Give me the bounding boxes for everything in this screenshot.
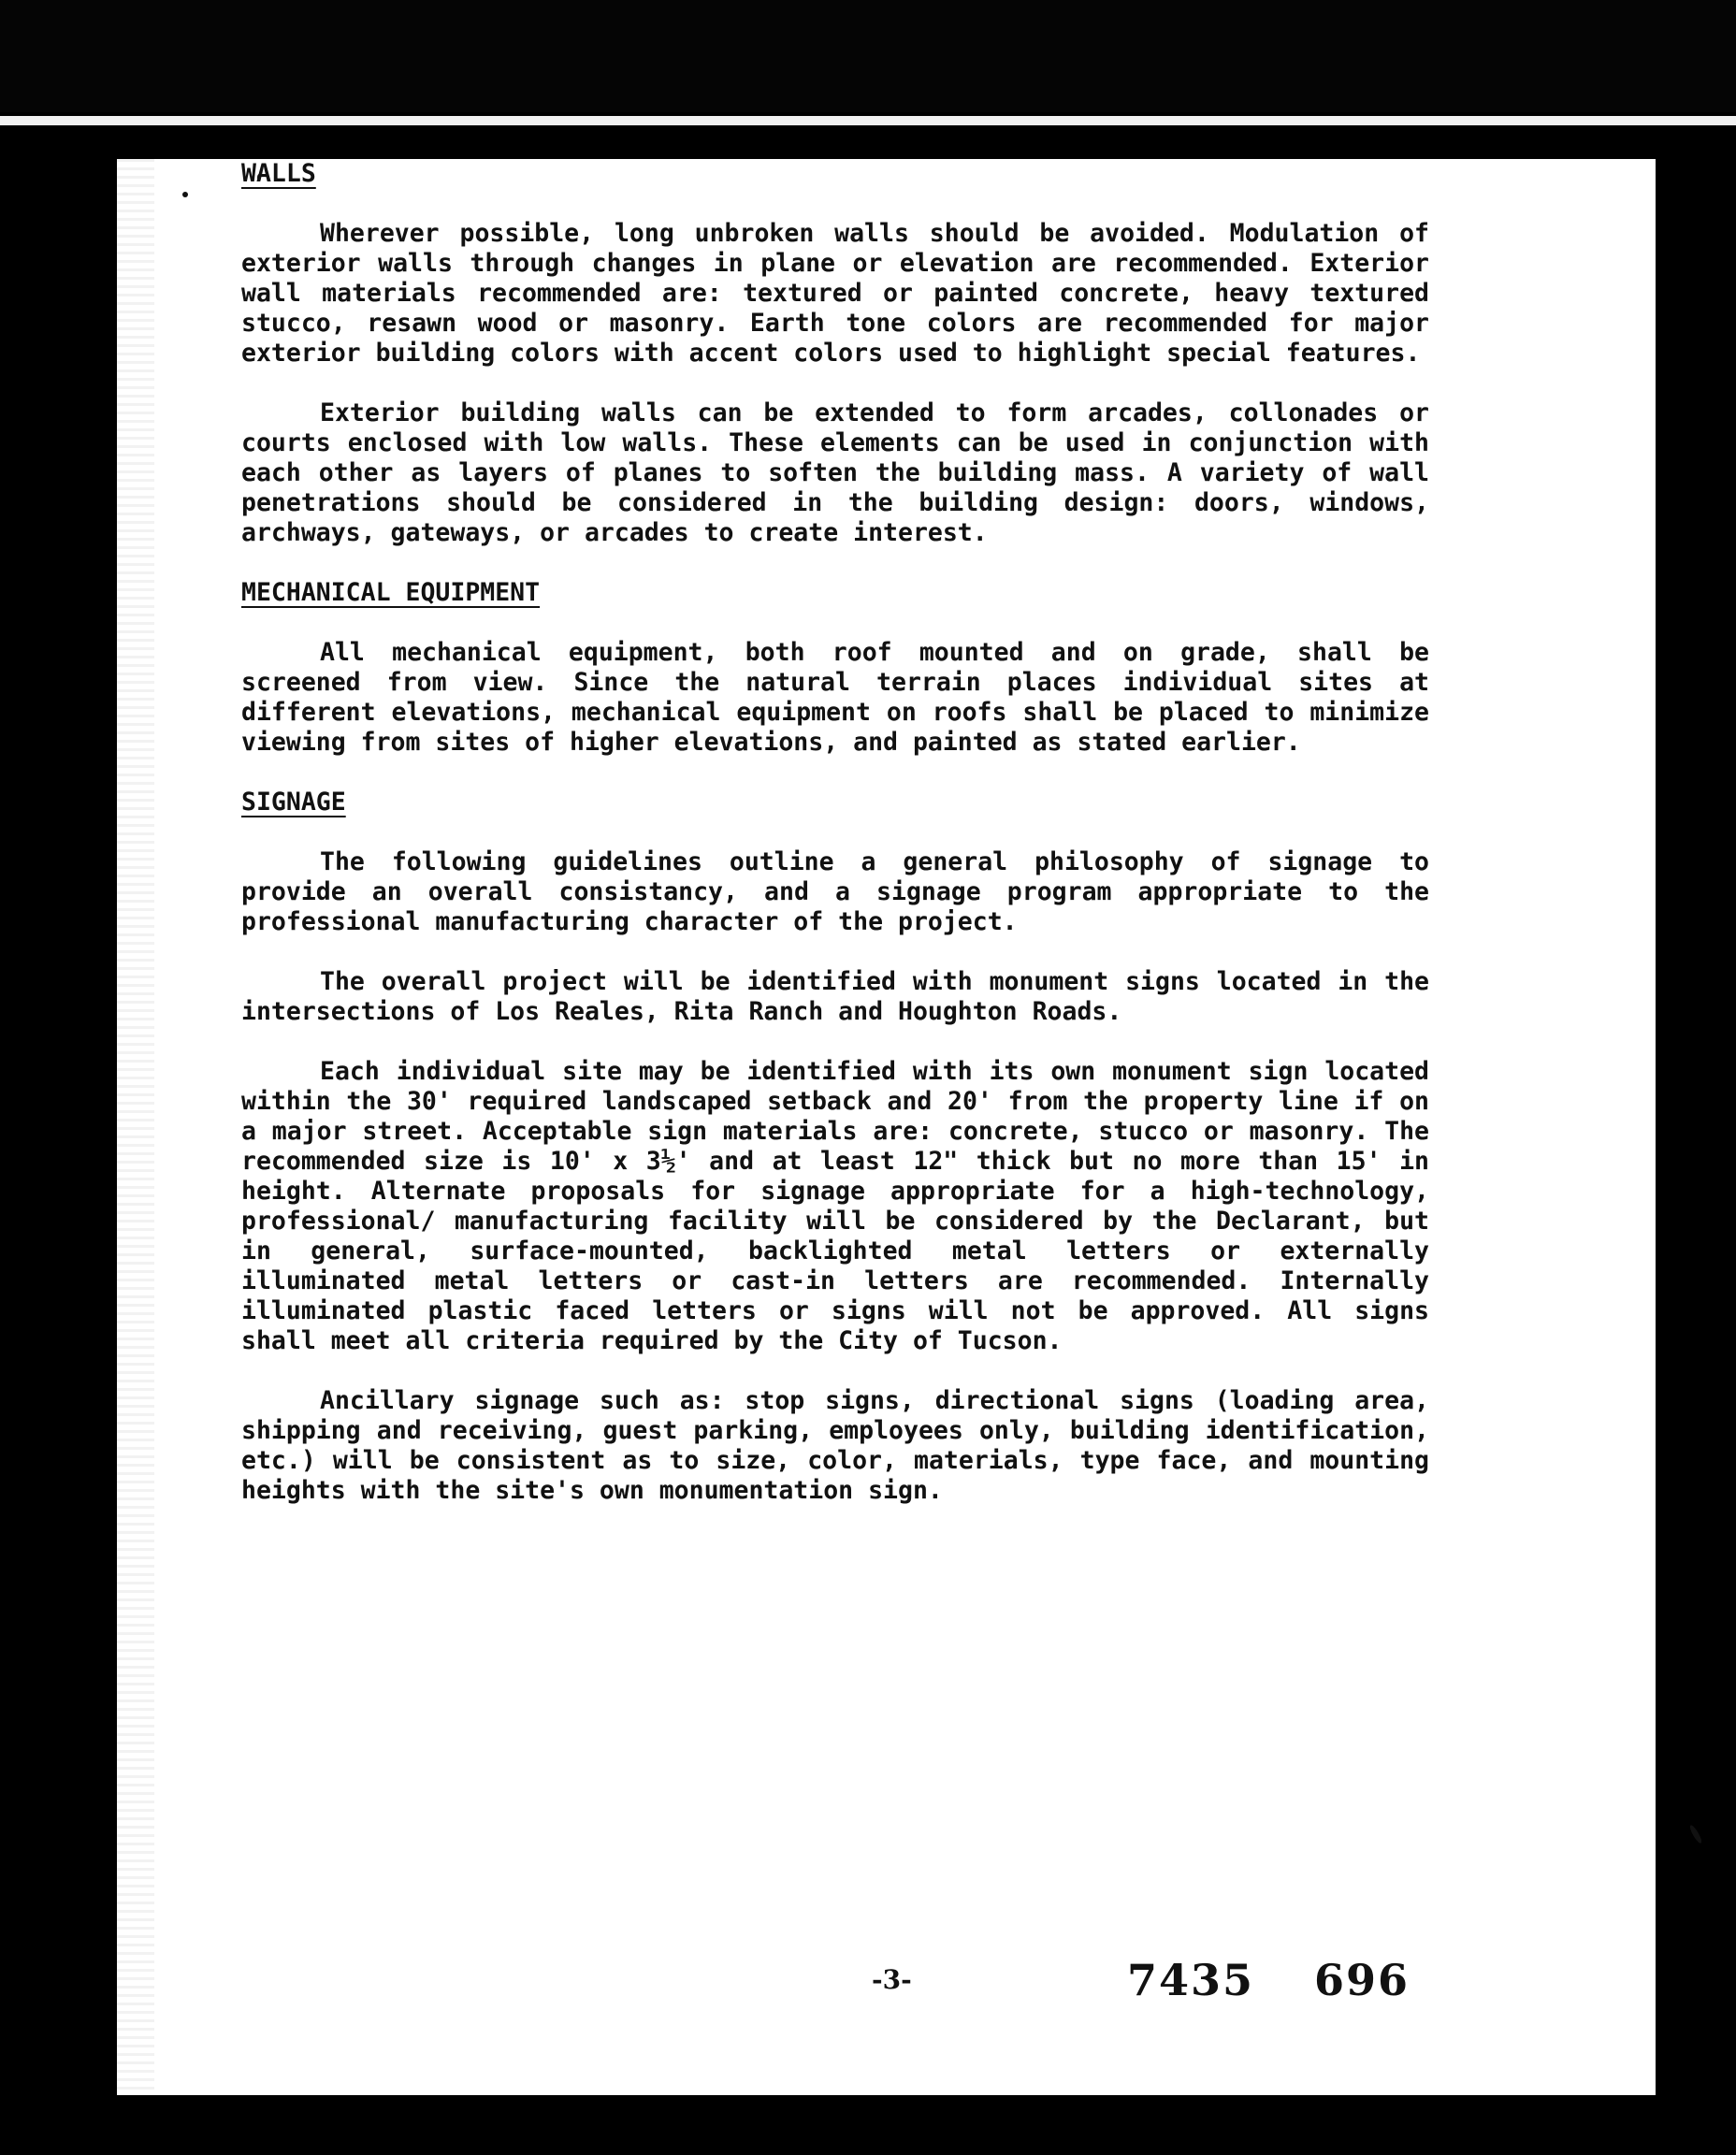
document-body bbox=[241, 159, 1429, 1536]
section-signage bbox=[241, 788, 1429, 1506]
scan-top-border bbox=[0, 0, 1736, 112]
paragraph: Ancillary signage such as: stop signs, directional signs (loading area, shipping and receiving, guest parking, employees only, building identification, etc.) will be consistent as to size, color, materials, type face, and mounting heights with the site's own monumentation sign. bbox=[241, 1386, 1429, 1505]
section-heading: WALLS bbox=[241, 159, 316, 188]
paragraph: Wherever possible, long unbroken walls should be avoided. Modulation of exterior walls through changes in plane or elevation are recommended. Exterior wall materials recommended are: textured or painted concrete, heavy textured stucco, resawn wood or masonry. Earth tone colors are recommended for major exterior building colors with accent colors used to highlight special features. bbox=[241, 219, 1429, 368]
scan-noise bbox=[117, 159, 154, 2095]
scan-speck bbox=[1688, 1824, 1703, 1844]
page-number: -3- bbox=[872, 1964, 912, 1995]
paragraph: Exterior building walls can be extended to form arcades, collonades or courts enclosed with low walls. These elements can be used in conjunction with each other as layers of planes to soften the building mass. A variety of wall penetrations should be considered in the building design: doors, windows, archways, gateways, or arcades to create interest. bbox=[241, 398, 1429, 547]
document-number: 7435 bbox=[1127, 1955, 1255, 2005]
paragraph: The following guidelines outline a general philosophy of signage to provide an overall consistancy, and a signage program appropriate to the professional manufacturing character of the project. bbox=[241, 847, 1429, 936]
page-footer bbox=[0, 1955, 1736, 2011]
section-heading: SIGNAGE bbox=[241, 788, 346, 817]
section-heading: MECHANICAL EQUIPMENT bbox=[241, 578, 541, 607]
paragraph: Each individual site may be identified with its own monument sign located within the 30' required landscaped setback and 20' from the property line if on a major street. Acceptable sign materials are: concrete, stucco or masonry. The recommended size is 10' x 3½' and at least 12" thick but no more than 15' in height. Alternate proposals for signage appropriate for a high-technology, professional/ manufacturing facility will be considered by the Declarant, but in general, surface-mounted, backlighted metal letters or externally illuminated metal letters or cast-in letters are recommended. Internally illuminated plastic faced letters or signs will not be approved. All signs shall meet all criteria required by the City of Tucson. bbox=[241, 1057, 1429, 1355]
document-number: 696 bbox=[1314, 1955, 1410, 2005]
section-mechanical-equipment bbox=[241, 578, 1429, 758]
scan-edge-line bbox=[0, 116, 1736, 125]
scan-speck bbox=[182, 192, 188, 197]
section-walls bbox=[241, 159, 1429, 548]
paragraph: All mechanical equipment, both roof mounted and on grade, shall be screened from view. Since the natural terrain places individual sites at different elevations, mechanical equipment on roofs shall be placed to minimize viewing from sites of higher elevations, and painted as stated earlier. bbox=[241, 638, 1429, 757]
paragraph: The overall project will be identified with monument signs located in the intersections of Los Reales, Rita Ranch and Houghton Roads. bbox=[241, 967, 1429, 1026]
